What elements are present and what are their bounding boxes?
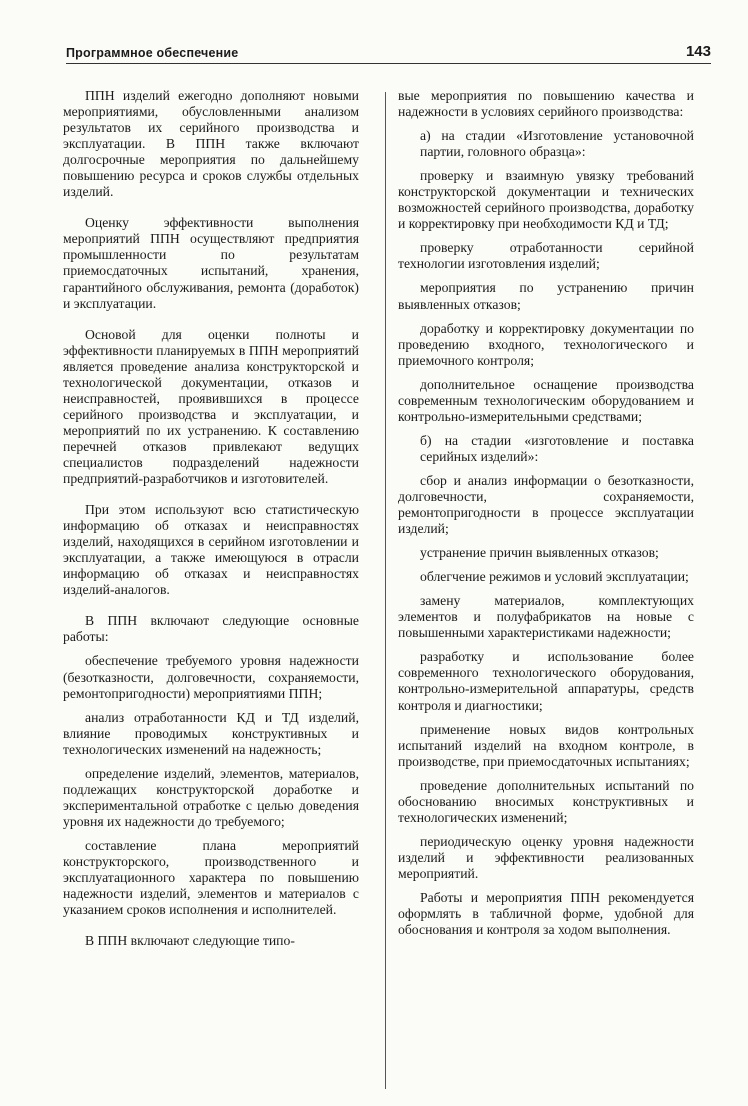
list-item: проверку отработанности серийной технологии изготовления изделий; [398, 240, 694, 272]
right-column [398, 88, 694, 938]
paragraph: вые мероприятия по повышению качества и надежности в условиях серийного производства: [398, 88, 694, 120]
list-item: доработку и корректировку документации по проведению входного, технологического и приемочного контроля; [398, 320, 694, 368]
list-item: разработку и использование более современного технологического оборудования, контрольно-измерительной аппаратуры, средств контроля и диагностики; [398, 649, 694, 713]
list-item: проверку и взаимную увязку требований конструкторской документации и технических возможностей серийного производства, доработку и корректировку при необходимости КД и ТД; [398, 168, 694, 232]
list-item: определение изделий, элементов, материалов, подлежащих конструкторской доработке и экспериментальной отработке с целью доведения уровня их надежности до требуемого; [63, 765, 359, 829]
paragraph: Оценку эффективности выполнения мероприятий ППН осуществляют предприятия промышленности по результатам приемосдаточных испытаний, хранения, гарантийного обслуживания, ремонта (доработок) и эксплуатации. [63, 215, 359, 311]
paragraph: В ППН включают следующие типо- [85, 933, 295, 949]
header-rule [66, 63, 711, 64]
list-item: замену материалов, комплектующих элементов и полуфабрикатов на новые с повышенными характеристиками надежности; [398, 593, 694, 641]
list-item: дополнительное оснащение производства современным технологическим оборудованием и контрольно-измерительными средствами; [398, 376, 694, 424]
list-item: устранение причин выявленных отказов; [420, 545, 659, 561]
list-item: облегчение режимов и условий эксплуатации; [420, 569, 689, 585]
list-item: проведение дополнительных испытаний по обоснованию вносимых конструктивных и технологических изменений; [398, 777, 694, 825]
list-item: применение новых видов контрольных испытаний изделий на входном контроле, в производстве, при приемосдаточных испытаниях; [398, 721, 694, 769]
column-divider [385, 92, 386, 1089]
list-item: обеспечение требуемого уровня надежности (безотказности, долговечности, сохраняемости, ремонтопригодности) мероприятиями ППН; [63, 653, 359, 701]
left-column [63, 88, 359, 949]
running-header [66, 38, 711, 60]
list-item: анализ отработанности КД и ТД изделий, влияние проводимых конструктивных и технологических изменений на надежность; [63, 709, 359, 757]
paragraph: Работы и мероприятия ППН рекомендуется оформлять в табличной форме, удобной для обоснования и контроля за ходом выполнения. [398, 889, 694, 938]
paragraph: При этом используют всю статистическую информацию об отказах и неисправностях изделий, находящихся в серийном изготовлении и эксплуатации, а также имеющуюся в отрасли информацию об отказах и неисправностях изделий-аналогов. [63, 502, 359, 598]
paragraph: ППН изделий ежегодно дополняют новыми мероприятиями, обусловленными анализом результатов их серийного производства и эксплуатации. В ППН также включают долгосрочные мероприятия по дальнейшему повышению ресурса и сроков службы отдельных изделий. [63, 88, 359, 200]
stage-heading: а) на стадии «Изготовление установочной партии, головного образца»: [420, 128, 694, 160]
page-number: 143 [685, 43, 711, 60]
list-item: мероприятия по устранению причин выявленных отказов; [398, 280, 694, 312]
list-item: периодическую оценку уровня надежности изделий и эффективности реализованных мероприятий. [398, 833, 694, 881]
paragraph: В ППН включают следующие основные работы: [63, 613, 359, 645]
list-item: составление плана мероприятий конструкторского, производственного и эксплуатационного характера по повышению надежности изделий, элементов и материалов с указанием сроков исполнения и исполнителей. [63, 837, 359, 918]
stage-heading: б) на стадии «изготовление и поставка серийных изделий»: [420, 432, 694, 464]
section-title: Программное обеспечение [66, 46, 239, 60]
paragraph: Основой для оценки полноты и эффективности планируемых в ППН мероприятий является проведение анализа конструкторской и технологической документации, отказов и неисправностей, проявившихся в процессе серийного производства и эксплуатации, и мероприятий по их устранению. К составлению перечней отказов привлекают ведущих специалистов подразделений надежности предприятий-разработчиков и изготовителей. [63, 326, 359, 487]
list-item: сбор и анализ информации о безотказности, долговечности, сохраняемости, ремонтопригодности в процессе эксплуатации изделий; [398, 472, 694, 537]
